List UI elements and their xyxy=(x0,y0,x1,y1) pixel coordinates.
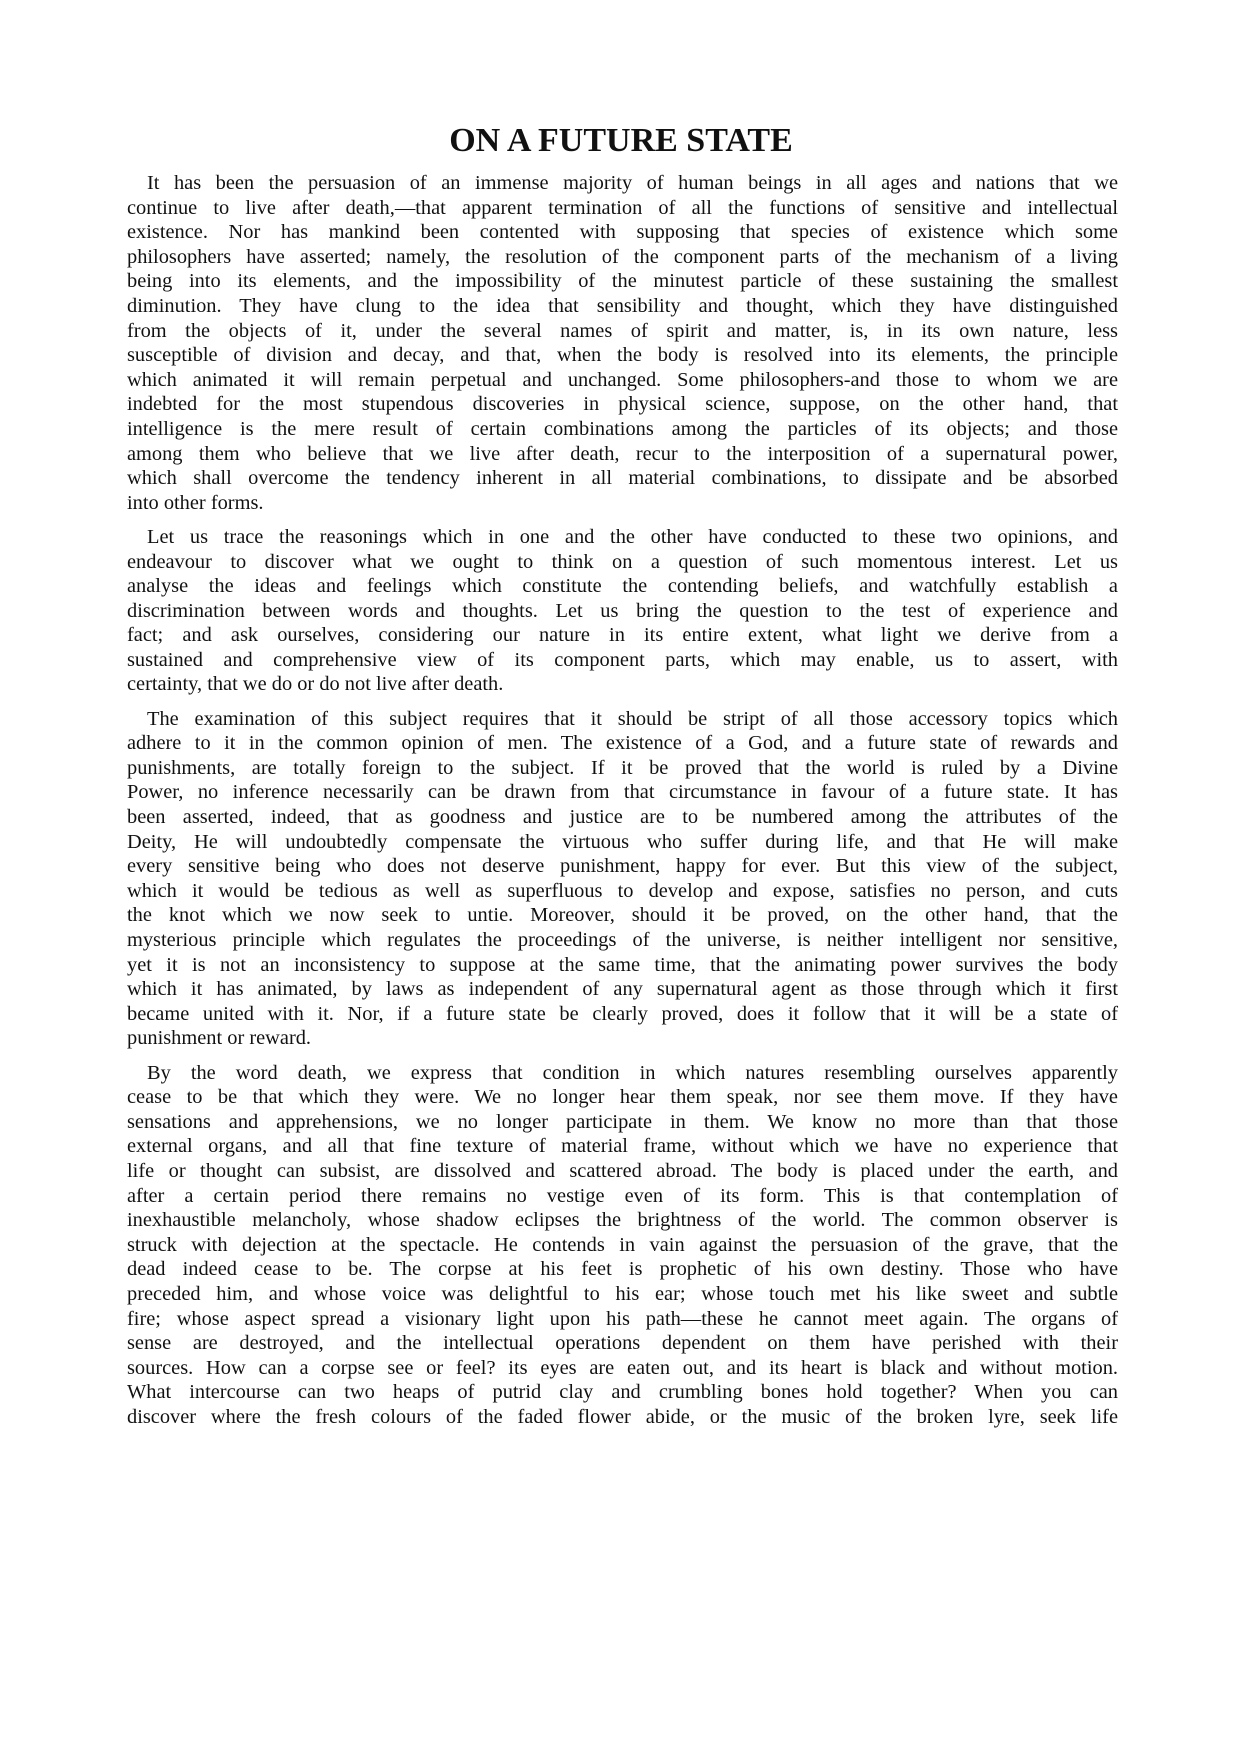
text-line: sensations and apprehensions, we no longer participate in them. We know no more than that those xyxy=(127,1110,1118,1133)
text-line: Let us trace the reasonings which in one and the other have conducted to these two opinions, and xyxy=(147,525,1118,548)
text-line: By the word death, we express that condition in which natures resembling ourselves apparently xyxy=(147,1061,1118,1084)
paragraph xyxy=(127,1061,1118,1430)
text-line: into other forms. xyxy=(127,491,264,514)
text-line: inexhaustible melancholy, whose shadow eclipses the brightness of the world. The common observer is xyxy=(127,1209,1118,1232)
text-line: indebted for the most stupendous discoveries in physical science, suppose, on the other hand, that xyxy=(127,393,1118,416)
text-line: cease to be that which they were. We no longer hear them speak, nor see them move. If they have xyxy=(127,1086,1118,1109)
text-line: became united with it. Nor, if a future state be clearly proved, does it follow that it will be a state of xyxy=(127,1002,1118,1025)
text-line: mysterious principle which regulates the proceedings of the universe, is neither intelligent nor sensitive, xyxy=(127,929,1118,951)
text-line: endeavour to discover what we ought to think on a question of such momentous interest. Let us xyxy=(127,550,1118,573)
text-line: certainty, that we do or do not live after death. xyxy=(127,673,504,696)
text-line: Deity, He will undoubtedly compensate the virtuous who suffer during life, and that He will make xyxy=(127,830,1118,853)
text-line: intelligence is the mere result of certain combinations among the particles of its objects; and those xyxy=(127,417,1118,440)
text-line: which shall overcome the tendency inherent in all material combinations, to dissipate and be absorbed xyxy=(127,467,1118,490)
text-line: which it would be tedious as well as superfluous to develop and expose, satisfies no person, and cuts xyxy=(127,879,1118,902)
text-line: fact; and ask ourselves, considering our nature in its entire extent, what light we derive from a xyxy=(127,624,1118,647)
text-line: been asserted, indeed, that as goodness and justice are to be numbered among the attributes of the xyxy=(127,806,1118,829)
text-line: The examination of this subject requires that it should be stript of all those accessory topics which xyxy=(147,707,1118,730)
text-line: continue to live after death,—that apparent termination of all the functions of sensitive and intellectual xyxy=(127,196,1118,219)
essay-body xyxy=(127,171,1118,1439)
paragraph xyxy=(127,525,1118,697)
text-line: the knot which we now seek to untie. Moreover, should it be proved, on the other hand, that the xyxy=(127,904,1118,927)
text-line: discover where the fresh colours of the faded flower abide, or the music of the broken lyre, seek life xyxy=(127,1405,1118,1428)
text-line: Power, no inference necessarily can be drawn from that circumstance in favour of a future state. It has xyxy=(127,781,1118,804)
text-line: among them who believe that we live after death, recur to the interposition of a supernatural power, xyxy=(127,442,1118,465)
text-line: yet it is not an inconsistency to suppose at the same time, that the animating power survives the body xyxy=(127,953,1118,976)
page-title: ON A FUTURE STATE xyxy=(449,122,793,159)
text-line: from the objects of it, under the several names of spirit and matter, is, in its own nature, less xyxy=(127,319,1118,342)
text-line: discrimination between words and thoughts. Let us bring the question to the test of experience and xyxy=(127,599,1118,622)
text-line: preceded him, and whose voice was delightful to his ear; whose touch met his like sweet and subtle xyxy=(127,1282,1118,1305)
text-line: diminution. They have clung to the idea that sensibility and thought, which they have distinguished xyxy=(127,294,1118,317)
text-line: dead indeed cease to be. The corpse at his feet is prophetic of his own destiny. Those who have xyxy=(127,1258,1118,1281)
text-line: which animated it will remain perpetual and unchanged. Some philosophers-and those to whom we are xyxy=(127,368,1118,391)
text-line: struck with dejection at the spectacle. He contends in vain against the persuasion of the grave, that the xyxy=(127,1233,1118,1256)
text-line: philosophers have asserted; namely, the resolution of the component parts of the mechanism of a living xyxy=(127,245,1118,268)
text-line: It has been the persuasion of an immense majority of human beings in all ages and nations that we xyxy=(147,172,1118,194)
text-line: after a certain period there remains no vestige even of its form. This is that contemplation of xyxy=(127,1184,1118,1207)
text-line: life or thought can subsist, are dissolved and scattered abroad. The body is placed under the earth, and xyxy=(127,1159,1118,1182)
text-line: every sensitive being who does not deserve punishment, happy for ever. But this view of the subject, xyxy=(127,855,1118,878)
text-line: fire; whose aspect spread a visionary light upon his path—these he cannot meet again. The organs of xyxy=(127,1307,1118,1330)
text-line: analyse the ideas and feelings which constitute the contending beliefs, and watchfully establish a xyxy=(127,575,1118,598)
text-line: sources. How can a corpse see or feel? its eyes are eaten out, and its heart is black and without motion. xyxy=(127,1356,1118,1379)
text-line: which it has animated, by laws as independent of any supernatural agent as those through which it first xyxy=(127,978,1118,1001)
paragraph xyxy=(127,707,1118,1051)
text-line: punishments, are totally foreign to the subject. If it be proved that the world is ruled by a Divine xyxy=(127,756,1118,779)
paragraph xyxy=(127,171,1118,515)
text-line: existence. Nor has mankind been contented with supposing that species of existence which some xyxy=(127,221,1118,244)
text-line: What intercourse can two heaps of putrid clay and crumbling bones hold together? When you can xyxy=(127,1381,1118,1404)
text-line: susceptible of division and decay, and that, when the body is resolved into its elements, the principle xyxy=(127,344,1118,367)
text-line: punishment or reward. xyxy=(127,1027,312,1050)
text-line: adhere to it in the common opinion of men. The existence of a God, and a future state of rewards and xyxy=(127,732,1118,755)
text-line: external organs, and all that fine texture of material frame, without which we have no experience that xyxy=(127,1135,1118,1158)
text-line: being into its elements, and the impossibility of the minutest particle of these sustaining the smallest xyxy=(127,270,1118,293)
text-line: sense are destroyed, and the intellectual operations dependent on them have perished with their xyxy=(127,1332,1118,1355)
text-line: sustained and comprehensive view of its component parts, which may enable, us to assert, with xyxy=(127,648,1118,671)
